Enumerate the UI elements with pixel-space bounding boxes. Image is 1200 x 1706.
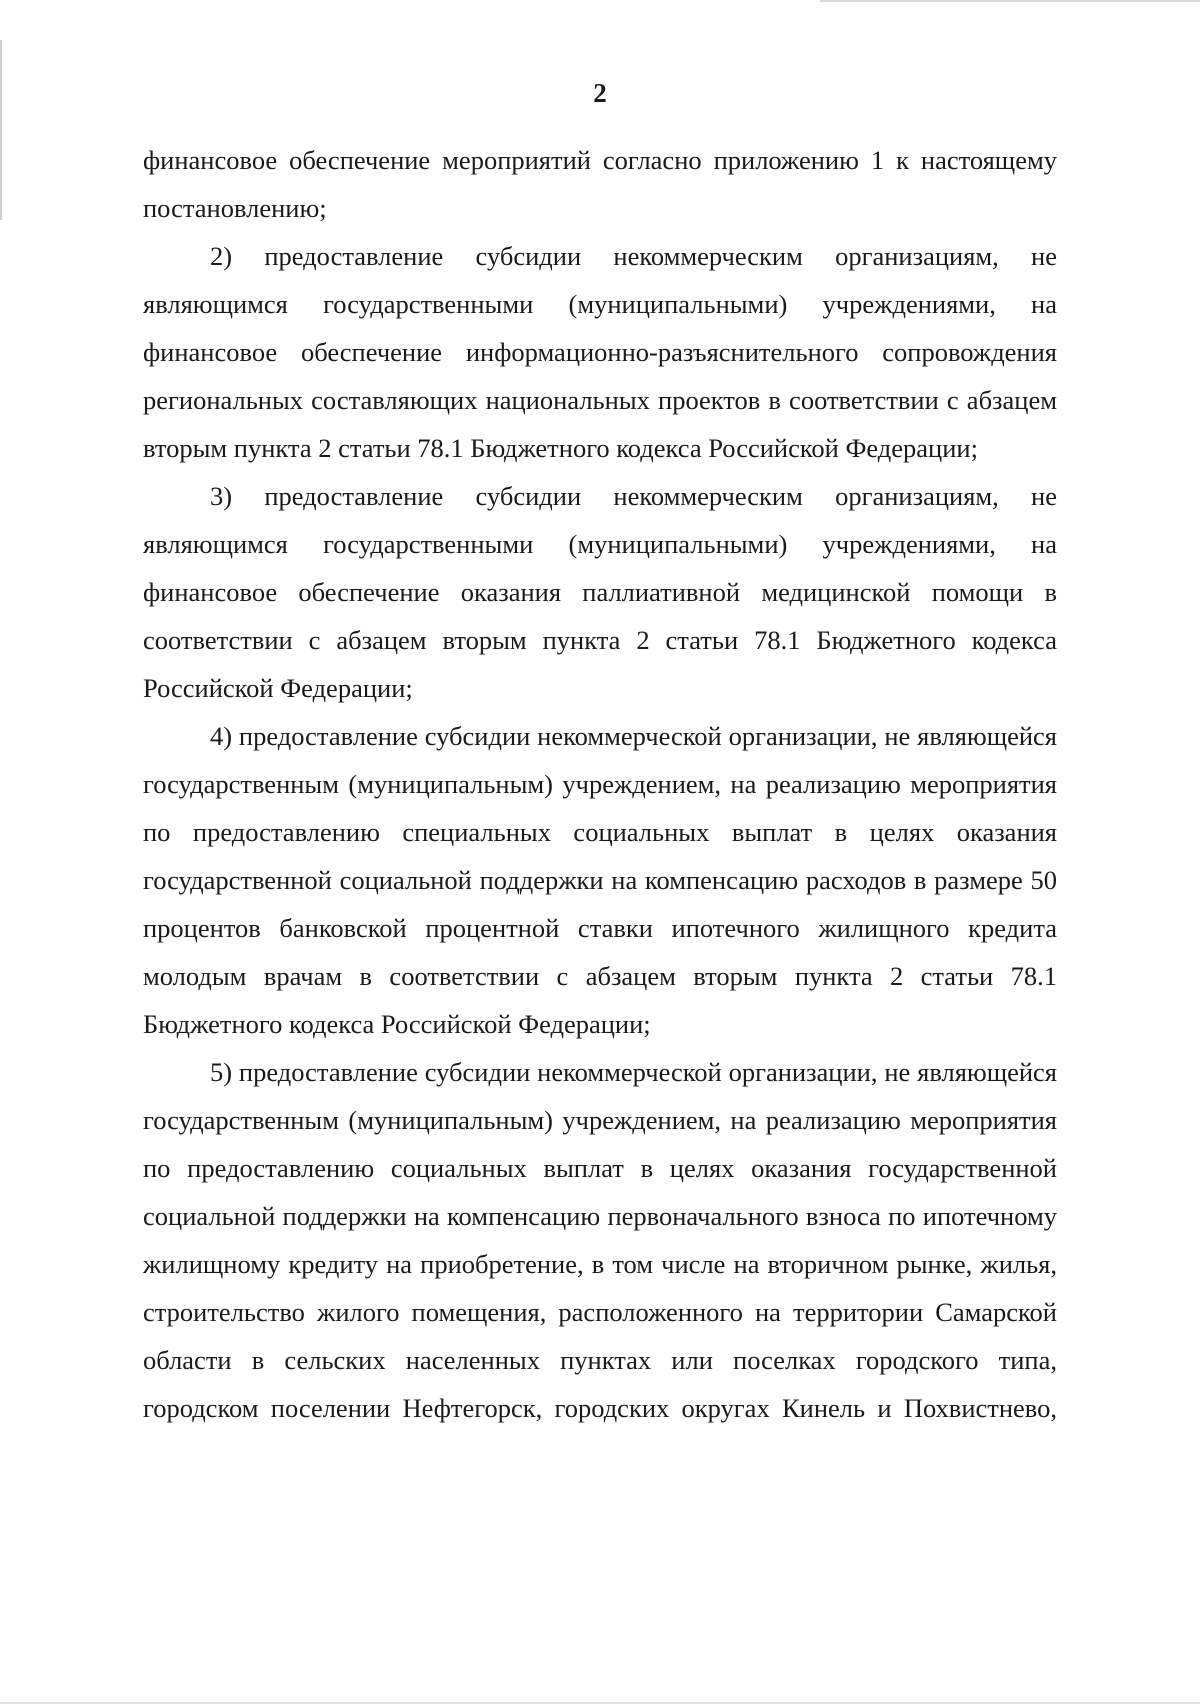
scan-artifact-top-edge <box>820 0 1200 2</box>
scan-artifact-left-edge <box>0 40 2 220</box>
paragraph-continuation: финансовое обеспечение мероприятий согласно приложению 1 к настоящему постановлению; <box>143 145 1057 223</box>
paragraph-item-3: 3) предоставление субсидии некоммерческим организациям, не являющимся государственными (муниципальными) учреждениями, на финансовое обеспечение оказания паллиативной медицинской помощи в соответствии с абзацем вторым пункта 2 статьи 78.1 Бюджетного кодекса Российской Федерации; <box>143 481 1057 703</box>
document-body <box>143 136 1057 1432</box>
scan-artifact-bottom-edge <box>0 1702 1200 1704</box>
paragraph-item-2: 2) предоставление субсидии некоммерческим организациям, не являющимся государственными (муниципальными) учреждениями, на финансовое обеспечение информационно-разъяснительного сопровождения региональных составляющих национальных проектов в соответствии с абзацем вторым пункта 2 статьи 78.1 Бюджетного кодекса Российской Федерации; <box>143 241 1057 463</box>
paragraph-item-5: 5) предоставление субсидии некоммерческой организации, не являющейся государственным (муниципальным) учреждением, на реализацию мероприятия по предоставлению социальных выплат в целях оказания государственной социальной поддержки на компенсацию первоначального взноса по ипотечному жилищному кредиту на приобретение, в том числе на вторичном рынке, жилья, строительство жилого помещения, расположенного на территории Самарской области в сельских населенных пунктах или поселках городского типа, городском поселении Нефтегорск, городских округах Кинель и Похвистнево, <box>143 1057 1057 1423</box>
paragraph-item-4: 4) предоставление субсидии некоммерческой организации, не являющейся государственным (муниципальным) учреждением, на реализацию мероприятия по предоставлению специальных социальных выплат в целях оказания государственной социальной поддержки на компенсацию расходов в размере 50 процентов банковской процентной ставки ипотечного жилищного кредита молодым врачам в соответствии с абзацем вторым пункта 2 статьи 78.1 Бюджетного кодекса Российской Федерации; <box>143 721 1057 1039</box>
page-number: 2 <box>593 78 607 108</box>
